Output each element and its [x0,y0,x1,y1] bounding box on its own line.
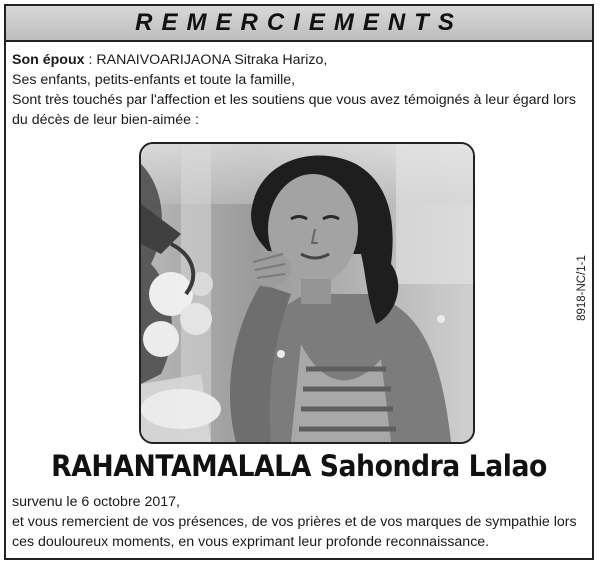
family-line: Ses enfants, petits-enfants et toute la famille, [12,72,296,88]
deceased-name: RAHANTAMALALA Sahondra Lalao [51,449,547,483]
closing-line: ces douloureux moments, en vous exprimant leur profonde reconnaissance. [12,534,490,550]
reference-code [574,248,590,328]
thanks-line: Sont très touchés par l'affection et les soutiens que vous avez témoignés à leur égard lors [12,92,576,108]
portrait-photo [139,142,475,444]
title-banner [6,6,592,42]
gratitude-line: et vous remercient de vos présences, de vos prières et de vos marques de sympathie lors [12,514,577,530]
banner-title: REMERCIEMENTS [135,9,463,36]
spouse-label: Son époux [12,52,85,68]
spouse-line [12,50,327,70]
deceased-intro-line: du décès de leur bien-aimée : [12,112,199,128]
spouse-name: RANAIVOARIJAONA Sitraka Harizo, [96,52,328,68]
spouse-separator: : [84,52,97,68]
notice-frame [4,4,594,560]
date-line: survenu le 6 octobre 2017, [12,494,180,510]
reference-code-text: 8918-NC/1-1 [576,255,588,321]
portrait-image [141,144,473,442]
